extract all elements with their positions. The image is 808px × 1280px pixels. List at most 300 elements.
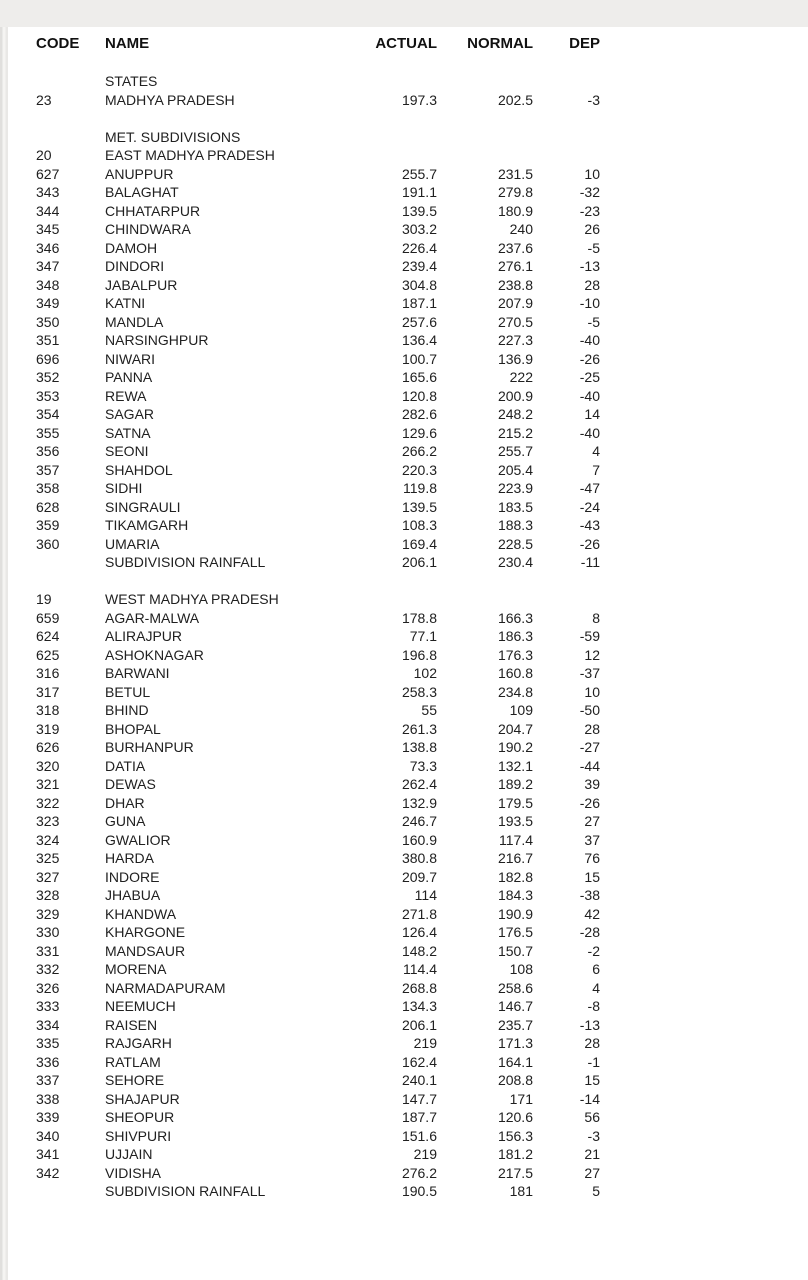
cell-dep: 4 <box>592 979 600 996</box>
cell-actual: 178.8 <box>401 609 437 626</box>
cell-dep: -40 <box>579 387 600 404</box>
cell-code: 319 <box>36 720 60 737</box>
table-row <box>36 1182 600 1201</box>
cell-code: 343 <box>36 184 60 200</box>
cell-normal: 248.2 <box>497 406 533 422</box>
cell-dep <box>533 146 600 165</box>
cell-name: BHIND <box>105 702 149 718</box>
cell-code: 337 <box>36 1072 60 1088</box>
cell-actual: 268.8 <box>401 979 437 996</box>
table-row <box>36 479 600 498</box>
table-row <box>36 313 600 332</box>
table-row <box>36 609 600 628</box>
table-row <box>36 683 600 702</box>
cell-actual: 100.7 <box>401 350 437 367</box>
cell-name: TIKAMGARH <box>105 517 189 533</box>
cell-name: SHIVPURI <box>105 1127 172 1144</box>
cell-actual: 147.7 <box>401 1090 437 1107</box>
cell-name: BARWANI <box>105 665 170 681</box>
cell-name: SHAHDOL <box>105 461 173 478</box>
cell-name: RATLAM <box>105 1053 161 1070</box>
cell-normal: 120.6 <box>497 1109 533 1125</box>
cell-dep: 14 <box>584 406 600 422</box>
cell-name: BALAGHAT <box>105 184 179 200</box>
cell-code: 331 <box>36 942 60 959</box>
cell-normal: 228.5 <box>497 535 533 552</box>
cell-code: 352 <box>36 369 60 385</box>
cell-name: DHAR <box>105 794 145 811</box>
table-row <box>36 165 600 184</box>
cell-actual: 219 <box>413 1035 437 1051</box>
cell-name: BETUL <box>105 683 151 700</box>
column-header-dep: DEP <box>569 35 600 52</box>
cell-actual: 196.8 <box>401 646 437 663</box>
cell-name: NEEMUCH <box>105 998 176 1014</box>
cell-code: 346 <box>36 239 60 256</box>
cell-code: 328 <box>36 887 60 903</box>
table-row <box>36 1108 600 1127</box>
cell-code: 324 <box>36 831 60 848</box>
cell-normal: 258.6 <box>497 979 533 996</box>
cell-normal: 215.2 <box>497 424 533 441</box>
cell-name: REWA <box>105 387 147 404</box>
document-area <box>8 27 808 1280</box>
cell-code: 20 <box>36 147 52 163</box>
cell-normal: 184.3 <box>497 887 533 903</box>
cell-normal: 109 <box>509 702 533 718</box>
cell-code: 348 <box>36 276 60 293</box>
cell-code: 359 <box>36 517 60 533</box>
table-row <box>36 886 600 905</box>
cell-normal: 208.8 <box>497 1072 533 1088</box>
cell-name: SIDHI <box>105 480 143 496</box>
table-row <box>36 91 600 110</box>
table-row <box>36 738 600 757</box>
cell-name: ASHOKNAGAR <box>105 646 204 663</box>
cell-name: SHEOPUR <box>105 1109 175 1125</box>
cell-actual <box>357 72 437 91</box>
cell-code: 358 <box>36 480 60 496</box>
cell-code: 345 <box>36 221 60 237</box>
cell-normal: 270.5 <box>497 313 533 330</box>
table-row <box>36 405 600 424</box>
cell-dep: 28 <box>584 1035 600 1051</box>
cell-dep: 37 <box>584 831 600 848</box>
cell-code: 357 <box>36 461 60 478</box>
cell-code: 320 <box>36 757 60 774</box>
cell-dep: 5 <box>592 1183 600 1199</box>
cell-actual: 169.4 <box>401 535 437 552</box>
cell-normal: 217.5 <box>497 1164 533 1181</box>
cell-code <box>36 1182 105 1201</box>
cell-normal: 176.5 <box>497 924 533 940</box>
cell-actual: 239.4 <box>401 258 437 274</box>
cell-actual: 282.6 <box>401 406 437 422</box>
cell-dep: -38 <box>579 887 600 903</box>
cell-normal: 193.5 <box>497 813 533 829</box>
cell-dep: 7 <box>592 461 600 478</box>
cell-actual: 220.3 <box>401 461 437 478</box>
cell-normal: 132.1 <box>497 757 533 774</box>
cell-name: ALIRAJPUR <box>105 628 183 644</box>
cell-normal: 183.5 <box>497 498 533 515</box>
table-row <box>36 942 600 961</box>
table-row <box>36 368 600 387</box>
cell-code: 329 <box>36 905 60 922</box>
cell-dep: -59 <box>579 628 600 644</box>
cell-actual: 102 <box>413 665 437 681</box>
cell-normal: 207.9 <box>497 295 533 311</box>
cell-dep: -32 <box>579 184 600 200</box>
table-row <box>36 701 600 720</box>
cell-name: KATNI <box>105 295 146 311</box>
cell-dep: 27 <box>584 1164 600 1181</box>
cell-normal: 182.8 <box>497 868 533 885</box>
cell-actual: 303.2 <box>401 221 437 237</box>
cell-dep: -5 <box>587 239 600 256</box>
cell-name: DEWAS <box>105 776 156 792</box>
cell-name: DAMOH <box>105 239 158 256</box>
cell-name: ANUPPUR <box>105 165 174 182</box>
cell-code: 332 <box>36 961 60 977</box>
table-row <box>36 720 600 739</box>
cell-name: RAISEN <box>105 1016 158 1033</box>
cell-dep: -40 <box>579 424 600 441</box>
cell-actual: 276.2 <box>401 1164 437 1181</box>
cell-code: 334 <box>36 1016 60 1033</box>
cell-name: CHHATARPUR <box>105 202 201 219</box>
table-row <box>36 1090 600 1109</box>
cell-actual: 380.8 <box>401 850 437 866</box>
cell-actual: 304.8 <box>401 276 437 293</box>
cell-dep: -3 <box>587 1127 600 1144</box>
cell-actual <box>357 146 437 165</box>
table-row <box>36 997 600 1016</box>
table-row <box>36 183 600 202</box>
cell-actual: 246.7 <box>401 813 437 829</box>
cell-name: GWALIOR <box>105 831 171 848</box>
cell-normal: 164.1 <box>497 1053 533 1070</box>
cell-name: MADHYA PRADESH <box>105 91 235 108</box>
table-row <box>36 1016 600 1035</box>
cell-dep: -40 <box>579 332 600 348</box>
cell-code: 347 <box>36 258 60 274</box>
cell-dep: -14 <box>579 1090 600 1107</box>
cell-name: MANDLA <box>105 313 164 330</box>
table-row <box>36 424 600 443</box>
cell-normal: 230.4 <box>497 554 533 570</box>
table-header-row <box>36 35 600 54</box>
cell-normal: 189.2 <box>497 776 533 792</box>
cell-actual: 132.9 <box>401 794 437 811</box>
cell-normal: 200.9 <box>497 387 533 404</box>
cell-code: 336 <box>36 1053 60 1070</box>
cell-name: SEHORE <box>105 1072 165 1088</box>
cell-name: UJJAIN <box>105 1146 153 1162</box>
cell-dep: 15 <box>584 868 600 885</box>
cell-normal <box>437 590 533 609</box>
cell-name: NARSINGHPUR <box>105 332 209 348</box>
table-row <box>36 1071 600 1090</box>
page-margin-left <box>0 27 8 1280</box>
cell-dep: -24 <box>579 498 600 515</box>
cell-dep: 28 <box>584 720 600 737</box>
rainfall-table <box>36 35 600 1201</box>
cell-actual: 187.7 <box>401 1109 437 1125</box>
table-row <box>36 442 600 461</box>
cell-dep <box>533 128 600 147</box>
table-row <box>36 646 600 665</box>
table-row <box>36 849 600 868</box>
cell-name: SUBDIVISION RAINFALL <box>105 1183 266 1199</box>
cell-name: RAJGARH <box>105 1035 172 1051</box>
table-row <box>36 1164 600 1183</box>
cell-name: STATES <box>105 73 158 89</box>
cell-normal: 188.3 <box>497 517 533 533</box>
cell-name: HARDA <box>105 850 155 866</box>
column-header-code: CODE <box>36 35 80 52</box>
cell-actual: 77.1 <box>409 628 437 644</box>
table-row <box>36 905 600 924</box>
cell-normal: 276.1 <box>497 258 533 274</box>
cell-normal: 238.8 <box>497 276 533 293</box>
cell-dep: 27 <box>584 813 600 829</box>
cell-normal: 179.5 <box>497 794 533 811</box>
cell-code: 327 <box>36 868 60 885</box>
cell-actual: 108.3 <box>401 517 437 533</box>
cell-name: JHABUA <box>105 887 161 903</box>
cell-name: MANDSAUR <box>105 942 186 959</box>
table-row <box>36 72 600 91</box>
cell-normal: 136.9 <box>497 350 533 367</box>
cell-name: SATNA <box>105 424 151 441</box>
cell-name: UMARIA <box>105 535 160 552</box>
table-row <box>36 831 600 850</box>
cell-name: BHOPAL <box>105 720 161 737</box>
cell-normal: 180.9 <box>497 202 533 219</box>
cell-code: 696 <box>36 350 60 367</box>
cell-name: SINGRAULI <box>105 498 181 515</box>
table-row <box>36 294 600 313</box>
cell-dep: 10 <box>584 165 600 182</box>
cell-actual: 151.6 <box>401 1127 437 1144</box>
cell-dep: -1 <box>587 1053 600 1070</box>
cell-dep: -2 <box>587 942 600 959</box>
cell-name: KHARGONE <box>105 924 186 940</box>
cell-normal: 237.6 <box>497 239 533 256</box>
cell-dep: 42 <box>584 905 600 922</box>
cell-normal: 202.5 <box>497 91 533 108</box>
cell-actual: 187.1 <box>401 295 437 311</box>
cell-name: MET. SUBDIVISIONS <box>105 128 241 145</box>
cell-actual: 55 <box>421 702 437 718</box>
cell-normal <box>437 128 533 147</box>
cell-name: SAGAR <box>105 406 155 422</box>
cell-name: SUBDIVISION RAINFALL <box>105 554 266 570</box>
cell-code: 339 <box>36 1109 60 1125</box>
cell-normal: 181.2 <box>497 1146 533 1162</box>
cell-normal <box>437 146 533 165</box>
cell-actual: 126.4 <box>401 924 437 940</box>
table-row <box>36 775 600 794</box>
column-header-actual: ACTUAL <box>375 35 437 52</box>
cell-name: GUNA <box>105 813 146 829</box>
cell-actual: 255.7 <box>401 165 437 182</box>
cell-code: 659 <box>36 609 60 626</box>
cell-code <box>36 128 105 147</box>
table-row <box>36 1034 600 1053</box>
cell-code: 23 <box>36 91 52 108</box>
cell-code: 340 <box>36 1127 60 1144</box>
cell-name: BURHANPUR <box>105 739 194 755</box>
cell-code: 317 <box>36 683 60 700</box>
cell-dep: -13 <box>579 1016 600 1033</box>
cell-code: 333 <box>36 998 60 1014</box>
table-row <box>36 1145 600 1164</box>
cell-name: SEONI <box>105 443 149 459</box>
table-row <box>36 553 600 572</box>
cell-code: 625 <box>36 646 60 663</box>
spacer-row <box>36 54 600 73</box>
table-row <box>36 202 600 221</box>
cell-dep: -8 <box>587 998 600 1014</box>
cell-dep: -28 <box>579 924 600 940</box>
cell-dep: -27 <box>579 739 600 755</box>
cell-actual: 165.6 <box>401 369 437 385</box>
cell-code: 335 <box>36 1035 60 1051</box>
cell-code: 322 <box>36 794 60 811</box>
cell-name: CHINDWARA <box>105 221 191 237</box>
table-row <box>36 146 600 165</box>
cell-code: 321 <box>36 776 60 792</box>
cell-name: NIWARI <box>105 350 156 367</box>
cell-code: 342 <box>36 1164 60 1181</box>
cell-normal: 171.3 <box>497 1035 533 1051</box>
cell-dep: 28 <box>584 276 600 293</box>
cell-actual: 261.3 <box>401 720 437 737</box>
cell-normal: 166.3 <box>497 609 533 626</box>
table-row <box>36 979 600 998</box>
cell-name: MORENA <box>105 961 167 977</box>
column-header-name: NAME <box>105 35 150 52</box>
cell-name: SHAJAPUR <box>105 1090 180 1107</box>
cell-dep: -37 <box>579 665 600 681</box>
cell-normal: 204.7 <box>497 720 533 737</box>
cell-normal: 150.7 <box>497 942 533 959</box>
cell-actual: 190.5 <box>401 1183 437 1199</box>
cell-dep: 6 <box>592 961 600 977</box>
cell-actual: 148.2 <box>401 942 437 959</box>
cell-dep: -26 <box>579 794 600 811</box>
cell-normal: 222 <box>509 369 533 385</box>
table-row <box>36 794 600 813</box>
page-margin-top <box>0 0 808 28</box>
cell-dep: -25 <box>579 369 600 385</box>
cell-dep: -3 <box>587 91 600 108</box>
column-header-normal: NORMAL <box>467 35 533 52</box>
cell-normal: 186.3 <box>497 628 533 644</box>
cell-actual: 240.1 <box>401 1072 437 1088</box>
cell-code: 326 <box>36 979 60 996</box>
table-row <box>36 812 600 831</box>
cell-code: 627 <box>36 165 60 182</box>
cell-dep: -13 <box>579 258 600 274</box>
cell-dep: 76 <box>584 850 600 866</box>
cell-dep: 56 <box>584 1109 600 1125</box>
spacer-row <box>36 572 600 591</box>
cell-dep: 10 <box>584 683 600 700</box>
cell-name: JABALPUR <box>105 276 178 293</box>
table-row <box>36 627 600 646</box>
cell-dep: -43 <box>579 517 600 533</box>
cell-actual: 226.4 <box>401 239 437 256</box>
cell-dep: 4 <box>592 443 600 459</box>
cell-normal: 231.5 <box>497 165 533 182</box>
cell-code: 325 <box>36 850 60 866</box>
cell-actual: 139.5 <box>401 202 437 219</box>
cell-actual: 134.3 <box>401 998 437 1014</box>
cell-normal: 227.3 <box>497 332 533 348</box>
table-body <box>36 54 600 1201</box>
cell-dep: 26 <box>584 221 600 237</box>
table-row <box>36 535 600 554</box>
cell-normal: 279.8 <box>497 184 533 200</box>
cell-actual: 262.4 <box>401 776 437 792</box>
cell-name: AGAR-MALWA <box>105 609 200 626</box>
cell-actual: 209.7 <box>401 868 437 885</box>
table-row <box>36 128 600 147</box>
cell-normal: 176.3 <box>497 646 533 663</box>
cell-normal: 205.4 <box>497 461 533 478</box>
cell-normal: 117.4 <box>499 831 533 848</box>
cell-actual: 138.8 <box>401 739 437 755</box>
cell-name: DINDORI <box>105 258 165 274</box>
cell-actual: 271.8 <box>401 905 437 922</box>
cell-actual: 114 <box>414 887 437 903</box>
cell-normal: 171 <box>509 1090 533 1107</box>
cell-code: 316 <box>36 665 60 681</box>
table-row <box>36 387 600 406</box>
cell-actual: 258.3 <box>401 683 437 700</box>
cell-code: 19 <box>36 591 52 607</box>
cell-code: 351 <box>36 332 60 348</box>
cell-name: KHANDWA <box>105 905 177 922</box>
cell-actual: 197.3 <box>401 91 437 108</box>
cell-dep: -47 <box>579 480 600 496</box>
table-row <box>36 868 600 887</box>
cell-code: 323 <box>36 813 60 829</box>
table-row <box>36 923 600 942</box>
table-row <box>36 590 600 609</box>
cell-dep: -5 <box>587 313 600 330</box>
cell-name: PANNA <box>105 369 153 385</box>
cell-dep: -11 <box>580 554 600 570</box>
table-row <box>36 498 600 517</box>
cell-name: DATIA <box>105 757 146 774</box>
table-row <box>36 757 600 776</box>
cell-dep: -44 <box>579 757 600 774</box>
cell-normal: 156.3 <box>497 1127 533 1144</box>
cell-code: 628 <box>36 498 60 515</box>
cell-actual: 136.4 <box>401 332 437 348</box>
cell-normal: 160.8 <box>497 665 533 681</box>
cell-code: 626 <box>36 739 60 755</box>
cell-normal: 235.7 <box>497 1016 533 1033</box>
cell-name: NARMADAPURAM <box>105 979 226 996</box>
cell-actual: 119.8 <box>403 480 437 496</box>
cell-actual <box>357 128 437 147</box>
cell-actual: 162.4 <box>401 1053 437 1070</box>
